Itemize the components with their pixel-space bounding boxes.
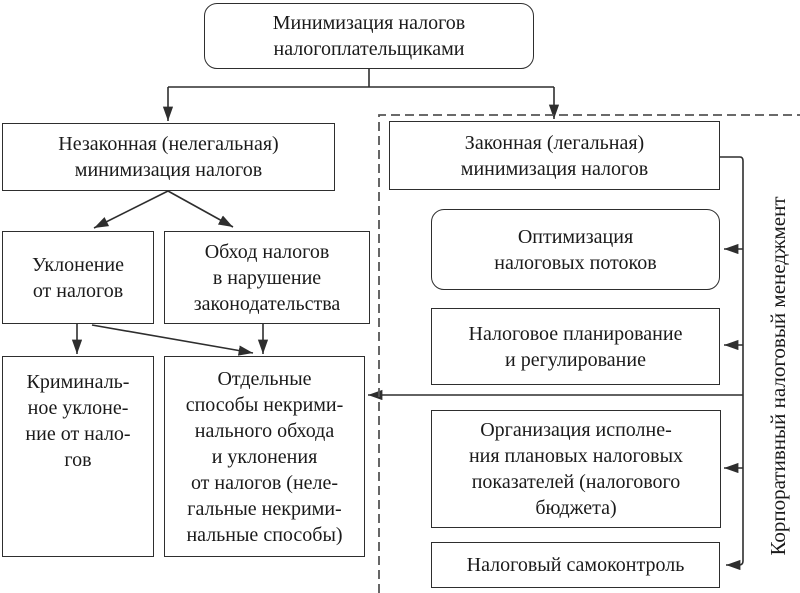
connector-legal-spine [720,157,743,565]
node-root-tax-minimization: Минимизация налогов налогоплательщиками [204,3,534,69]
node-legal-minimization: Законная (легальная) минимизация налогов [389,121,720,190]
node-illegal-minimization: Незаконная (нелегальная) минимизация налогов [2,123,335,191]
node-tax-flow-optimization: Оптимизация налоговых потоков [431,209,720,290]
node-tax-budget-execution: Организация исполне- ния плановых налоговых показателей (налогового бюджета) [431,410,721,528]
connector-illegal-to-evasion [94,191,168,228]
node-criminal-evasion: Криминаль- ное уклоне- ние от нало- гов [2,356,154,557]
connector-evasion-to-noncriminal [92,325,253,353]
connector-illegal-to-circumvention [168,191,233,227]
node-noncriminal-methods: Отдельные способы некрими- нального обхода и уклонения от налогов (неле- гальные некрими- нальные способы) [164,356,365,557]
corporate-tax-management-label: Корпоративный налоговый менеджмент [765,196,790,556]
node-tax-planning: Налоговое планирование и регулирование [431,308,720,385]
node-tax-evasion: Уклонение от налогов [2,231,154,324]
node-tax-circumvention: Обход налогов в нарушение законодательства [164,231,370,324]
node-tax-self-control: Налоговый самоконтроль [431,542,720,588]
